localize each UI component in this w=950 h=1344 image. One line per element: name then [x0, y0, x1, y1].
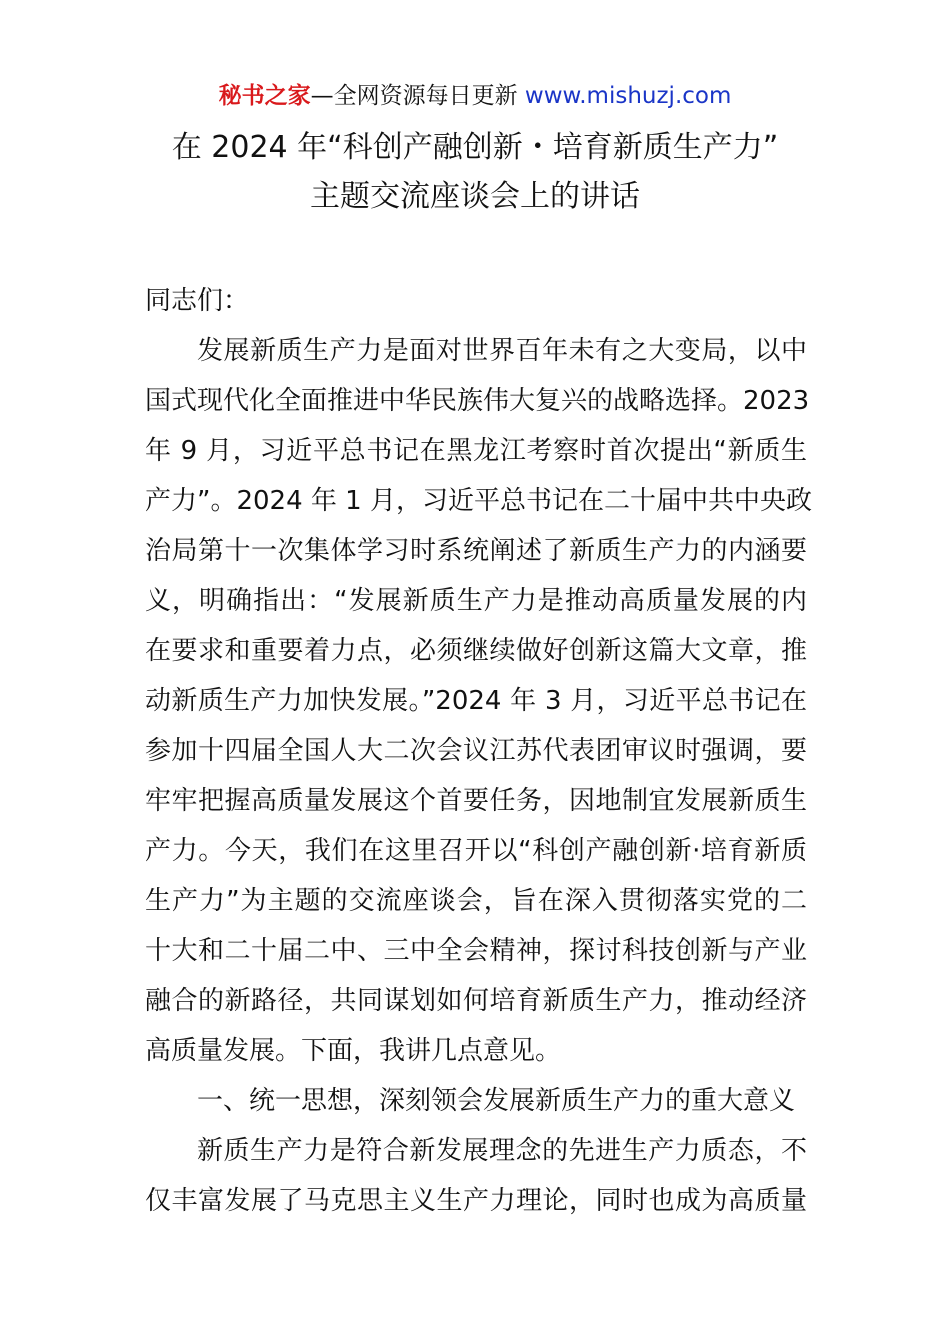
- paragraph-line: 产力。今天，我们在这里召开以“科创产融创新·培育新质: [145, 836, 807, 866]
- paragraph-line: 新质生产力是符合新发展理念的先进生产力质态，不: [197, 1136, 807, 1166]
- banner-dash: —: [310, 83, 334, 109]
- paragraph-line: 国式现代化全面推进中华民族伟大复兴的战略选择。2023: [145, 386, 810, 416]
- paragraph-line: 年 9 月，习近平总书记在黑龙江考察时首次提出“新质生: [145, 436, 807, 466]
- paragraph-line: 高质量发展。下面，我讲几点意见。: [145, 1036, 562, 1066]
- paragraph-line: 动新质生产力加快发展。”2024 年 3 月，习近平总书记在: [145, 686, 807, 716]
- document-title-line-1: 在 2024 年“科创产融创新・培育新质生产力”: [171, 130, 779, 165]
- paragraph-line: 在要求和重要着力点，必须继续做好创新这篇大文章，推: [145, 636, 807, 666]
- paragraph-line: 义，明确指出：“发展新质生产力是推动高质量发展的内: [145, 586, 807, 616]
- paragraph-line: 十大和二十届二中、三中全会精神，探讨科技创新与产业: [145, 936, 807, 966]
- paragraph-line: 参加十四届全国人大二次会议江苏代表团审议时强调，要: [145, 736, 807, 766]
- document-title-line-2: 主题交流座谈会上的讲话: [310, 179, 640, 214]
- paragraph-line: 治局第十一次集体学习时系统阐述了新质生产力的内涵要: [145, 536, 807, 566]
- salutation: 同志们：: [145, 286, 250, 316]
- speech-body: [145, 276, 812, 1226]
- paragraph-line: 融合的新路径，共同谋划如何培育新质生产力，推动经济: [145, 986, 807, 1016]
- brand-name: 秘书之家: [218, 83, 311, 109]
- paragraph-line: 产力”。2024 年 1 月，习近平总书记在二十届中共中央政: [145, 486, 812, 516]
- paragraph-line: 发展新质生产力是面对世界百年未有之大变局，以中: [197, 336, 807, 366]
- paragraph-line: 仅丰富发展了马克思主义生产力理论，同时也成为高质量: [145, 1186, 807, 1216]
- site-url-link[interactable]: www.mishuzj.com: [524, 83, 732, 109]
- section-heading: 一、统一思想，深刻领会发展新质生产力的重大意义: [197, 1086, 796, 1116]
- paragraph-line: 牢牢把握高质量发展这个首要任务，因地制宜发展新质生: [145, 786, 807, 816]
- banner-slogan: 全网资源每日更新: [333, 83, 525, 109]
- site-banner: [0, 80, 950, 112]
- paragraph-line: 生产力”为主题的交流座谈会，旨在深入贯彻落实党的二: [145, 886, 807, 916]
